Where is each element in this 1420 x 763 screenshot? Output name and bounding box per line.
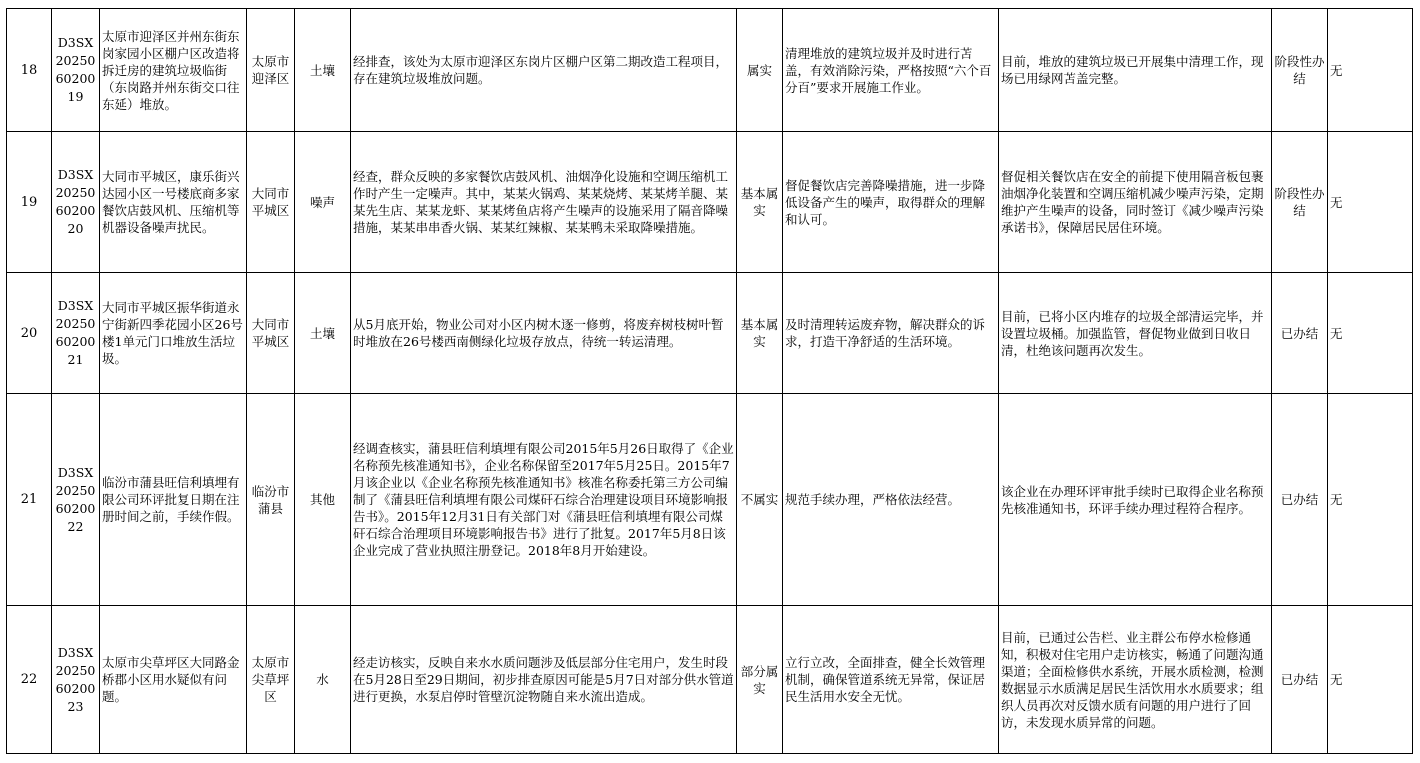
- handling-result: 督促相关餐饮店在安全的前提下使用隔音板包裹油烟净化装置和空调压缩机减少噪声污染，定期维护产生噪声的设备，同时签订《减少噪声污染承诺书》，保障居民居住环境。: [999, 132, 1272, 273]
- table-row: [7, 606, 1413, 754]
- handling-result: 目前，已通过公告栏、业主群公布停水检修通知，积极对住宅用户走访核实，畅通了问题沟通渠道；全面检修供水系统，开展水质检测，检测数据显示水质满足居民生活饮用水水质要求；组织人员再次对反馈水质有问题的用户进行了回访，未发现水质异常的问题。: [999, 606, 1272, 754]
- district: 临汾市蒲县: [247, 394, 295, 606]
- case-code: D3SX202506020022: [52, 394, 100, 606]
- investigation-finding: 经排查，该处为太原市迎泽区东岗片区棚户区第二期改造工程项目，存在建筑垃圾堆放问题。: [351, 9, 737, 132]
- case-code: D3SX202506020019: [52, 9, 100, 132]
- issue-description: 太原市尖草坪区大同路金桥郡小区用水疑似有问题。: [100, 606, 247, 754]
- note: 无: [1328, 132, 1413, 273]
- note: 无: [1328, 273, 1413, 394]
- table-row: [7, 273, 1413, 394]
- note: 无: [1328, 394, 1413, 606]
- status: 已办结: [1272, 394, 1328, 606]
- pollution-type: 土壤: [295, 273, 351, 394]
- investigation-finding: 经查，群众反映的多家餐饮店鼓风机、油烟净化设施和空调压缩机工作时产生一定噪声。其中，某某火锅鸡、某某烧烤、某某烤羊腿、某某先生店、某某龙虾、某某烤鱼店将产生噪声的设施采用了隔音降噪措施，某某串串香火锅、某某红辣椒、某某鸭未采取降噪措施。: [351, 132, 737, 273]
- district: 大同市平城区: [247, 273, 295, 394]
- table-row: [7, 132, 1413, 273]
- district: 太原市尖草坪区: [247, 606, 295, 754]
- note: 无: [1328, 606, 1413, 754]
- table-row: [7, 394, 1413, 606]
- rectification-measure: 规范手续办理，严格依法经营。: [783, 394, 999, 606]
- pollution-type: 噪声: [295, 132, 351, 273]
- table-row: [7, 9, 1413, 132]
- note: 无: [1328, 9, 1413, 132]
- handling-result: 该企业在办理环评审批手续时已取得企业名称预先核准通知书，环评手续办理过程符合程序。: [999, 394, 1272, 606]
- case-code: D3SX202506020021: [52, 273, 100, 394]
- investigation-finding: 经调查核实，蒲县旺信利填埋有限公司2015年5月26日取得了《企业名称预先核准通知书》，企业名称保留至2017年5月25日。2015年7月该企业以《企业名称预先核准通知书》核准名称委托第三方公司编制了《蒲县旺信利填埋有限公司煤矸石综合治理建设项目环境影响报告书》。2015年12月31日有关部门对《蒲县旺信利填埋有限公司煤矸石综合治理项目环境影响报告书》进行了批复。2017年5月8日该企业完成了营业执照注册登记。2018年8月开始建设。: [351, 394, 737, 606]
- row-number: 21: [7, 394, 52, 606]
- handling-result: 目前，堆放的建筑垃圾已开展集中清理工作，现场已用绿网苫盖完整。: [999, 9, 1272, 132]
- status: 阶段性办结: [1272, 132, 1328, 273]
- investigation-finding: 经走访核实，反映自来水水质问题涉及低层部分住宅用户，发生时段在5月28日至29日期间，初步排查原因可能是5月7日对部分供水管道进行更换，水泵启停时管壁沉淀物随自来水流出造成。: [351, 606, 737, 754]
- case-code: D3SX202506020020: [52, 132, 100, 273]
- verdict: 不属实: [737, 394, 783, 606]
- district: 太原市迎泽区: [247, 9, 295, 132]
- verdict: 属实: [737, 9, 783, 132]
- case-table: [6, 8, 1413, 754]
- verdict: 基本属实: [737, 132, 783, 273]
- issue-description: 大同市平城区，康乐街兴达园小区一号楼底商多家餐饮店鼓风机、压缩机等机器设备噪声扰民。: [100, 132, 247, 273]
- issue-description: 太原市迎泽区并州东街东岗家园小区棚户区改造将拆迁房的建筑垃圾临街（东岗路并州东街交口往东延）堆放。: [100, 9, 247, 132]
- rectification-measure: 清理堆放的建筑垃圾并及时进行苫盖，有效消除污染，严格按照“六个百分百”要求开展施工作业。: [783, 9, 999, 132]
- row-number: 20: [7, 273, 52, 394]
- rectification-measure: 及时清理转运废弃物，解决群众的诉求，打造干净舒适的生活环境。: [783, 273, 999, 394]
- pollution-type: 土壤: [295, 9, 351, 132]
- rectification-measure: 立行立改，全面排查，健全长效管理机制，确保管道系统无异常，保证居民生活用水安全无忧。: [783, 606, 999, 754]
- status: 已办结: [1272, 606, 1328, 754]
- verdict: 基本属实: [737, 273, 783, 394]
- status: 阶段性办结: [1272, 9, 1328, 132]
- pollution-type: 水: [295, 606, 351, 754]
- case-code: D3SX202506020023: [52, 606, 100, 754]
- verdict: 部分属实: [737, 606, 783, 754]
- rectification-measure: 督促餐饮店完善降噪措施，进一步降低设备产生的噪声，取得群众的理解和认可。: [783, 132, 999, 273]
- investigation-finding: 从5月底开始，物业公司对小区内树木逐一修剪，将废弃树枝树叶暂时堆放在26号楼西南侧绿化垃圾存放点，待统一转运清理。: [351, 273, 737, 394]
- district: 大同市平城区: [247, 132, 295, 273]
- issue-description: 临汾市蒲县旺信利填埋有限公司环评批复日期在注册时间之前，手续作假。: [100, 394, 247, 606]
- status: 已办结: [1272, 273, 1328, 394]
- row-number: 18: [7, 9, 52, 132]
- row-number: 22: [7, 606, 52, 754]
- issue-description: 大同市平城区振华街道永宁街新四季花园小区26号楼1单元门口堆放生活垃圾。: [100, 273, 247, 394]
- pollution-type: 其他: [295, 394, 351, 606]
- handling-result: 目前，已将小区内堆存的垃圾全部清运完毕，并设置垃圾桶。加强监管，督促物业做到日收日清，杜绝该问题再次发生。: [999, 273, 1272, 394]
- row-number: 19: [7, 132, 52, 273]
